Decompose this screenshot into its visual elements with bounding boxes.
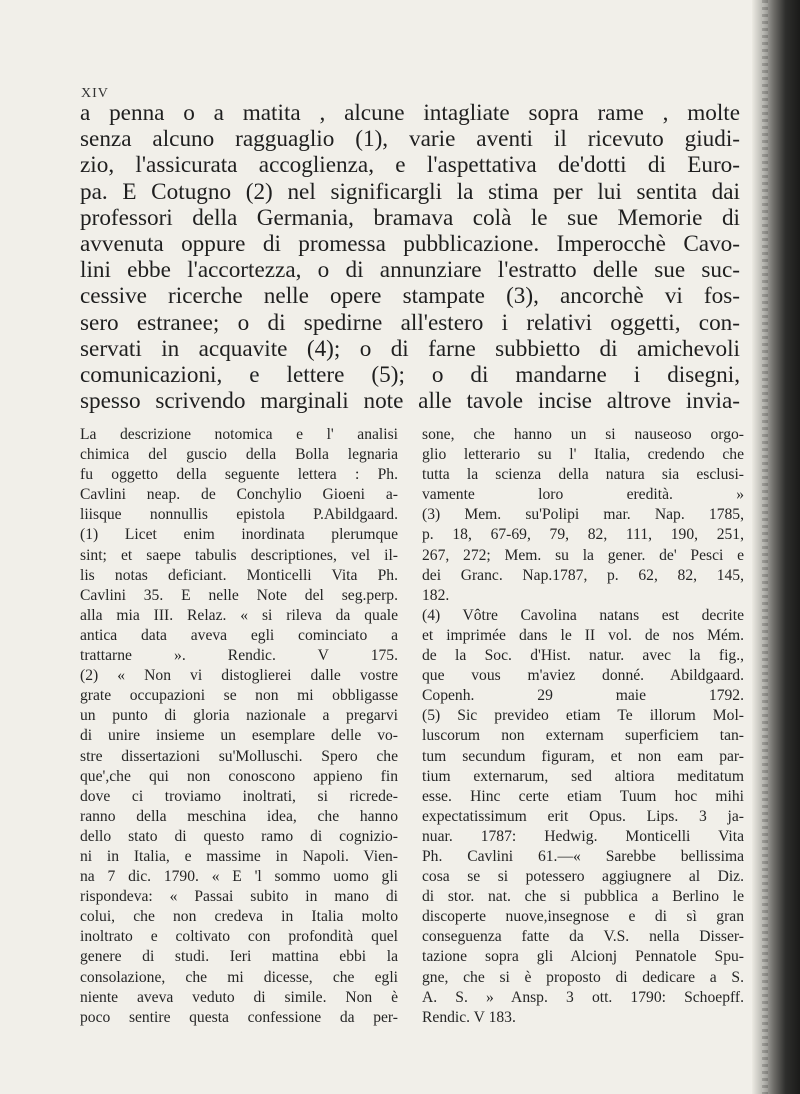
footnote-line: chimica del guscio della Bolla legnaria [80, 446, 398, 464]
footnote-line: na 7 dic. 1790. « E 'l sommo uomo gli [80, 868, 398, 886]
footnote-line: cosa se si potessero aggiugnere al Diz. [422, 868, 744, 886]
footnote-line: ranno della meschina idea, che hanno [80, 807, 398, 825]
footnote-line: que',che qui non conoscono appieno fin [80, 767, 398, 785]
footnote-line: vamente loro eredità. » [422, 486, 744, 504]
body-line: professori della Germania, bramava colà le sue Memorie di [80, 204, 740, 231]
footnote-line: ni in Italia, e massime in Napoli. Vien- [80, 847, 398, 865]
page-number: XIV [81, 86, 109, 101]
footnote-line: colui, che non credeva in Italia molto [80, 908, 398, 926]
footnote-line: Cavlini neap. de Conchylio Gioeni a- [80, 486, 398, 504]
footnote-line: discoperte nuove,insegnose e di sì gran [422, 908, 744, 926]
footnote-line: 267, 272; Mem. su la gener. de' Pesci e [422, 546, 744, 564]
footnote-line: glio letterario su l' Italia, credendo che [422, 446, 744, 464]
footnote-line: di stor. nat. che si pubblica a Berlino le [422, 888, 744, 906]
footnote-line: consolazione, che mi dicesse, che egli [80, 968, 398, 986]
footnote-line: de la Soc. d'Hist. natur. avec la fig., [422, 647, 744, 665]
footnote-line: inoltrato e coltivato con profondità quel [80, 928, 398, 946]
footnote-line: que vous m'aviez donné. Abildgaard. [422, 667, 744, 685]
footnote-line: liisque nonnullis epistola P.Abildgaard. [80, 506, 398, 524]
footnote-line: gne, che si è proposto di dedicare a S. [422, 968, 744, 986]
footnote-line: alla mia III. Relaz. « si rileva da quale [80, 606, 398, 624]
footnote-line: trattarne ». Rendic. V 175. [80, 647, 398, 665]
body-line: servati in acquavite (4); o di farne subbietto di amichevoli [80, 335, 740, 362]
main-body-text [80, 100, 740, 414]
footnote-line: lis notas deficiant. Monticelli Vita Ph. [80, 566, 398, 584]
footnote-line: expectatissimum erit Opus. Lips. 3 ja- [422, 807, 744, 825]
footnote-line: La descrizione notomica e l' analisi [80, 426, 398, 443]
footnote-line: genere di studi. Ieri mattina ebbi la [80, 948, 398, 966]
footnote-line: nuar. 1787: Hedwig. Monticelli Vita [422, 827, 744, 845]
body-line: pa. E Cotugno (2) nel significargli la stima per lui sentita dai [80, 178, 740, 205]
footnote-line: conseguenza fatte da V.S. nella Disser- [422, 928, 744, 946]
footnote-line: poco sentire questa confessione da per- [80, 1008, 398, 1026]
body-line: lini ebbe l'accortezza, o di annunziare l'estratto delle sue suc- [80, 257, 740, 284]
body-line: senza alcuno ragguaglio (1), varie aventi il ricevuto giudi- [80, 126, 740, 153]
footnote-line: grate occupazioni se non mi obbligasse [80, 687, 398, 705]
body-line: avvenuta oppure di promessa pubblicazione. Imperocchè Cavo- [80, 231, 740, 258]
footnote-line: di unire insieme un esemplare delle vo- [80, 727, 398, 745]
footnote-line: Ph. Cavlini 61.—« Sarebbe bellissima [422, 847, 744, 865]
footnote-line: esse. Hinc certe etiam Tuum hoc mihi [422, 787, 744, 805]
footnote-line: rispondeva: « Passai subito in mano di [80, 888, 398, 906]
footnote-line: (2) « Non vi distoglierei dalle vostre [80, 667, 398, 685]
footnote-line: (4) Vôtre Cavolina natans est decrite [422, 606, 744, 624]
footnote-line: tium externarum, sed altiora meditatum [422, 767, 744, 785]
footnote-line: fu oggetto della seguente lettera : Ph. [80, 466, 398, 484]
footnote-line: Rendic. V 183. [422, 1008, 516, 1026]
body-line: a penna o a matita , alcune intagliate sopra rame , molte [80, 100, 740, 126]
body-line: comunicazioni, e lettere (5); o di mandarne i disegni, [80, 362, 740, 389]
footnote-line: dei Granc. Nap.1787, p. 62, 82, 145, [422, 566, 744, 584]
footnote-line: dello stato di questo ramo di cognizio- [80, 827, 398, 845]
footnote-line: luscorum non externam superficiem tan- [422, 727, 744, 745]
body-line: sero estranee; o di spedirne all'estero i relativi oggetti, con- [80, 309, 740, 336]
footnotes-right-column [422, 425, 744, 1028]
footnote-line: 182. [422, 586, 450, 604]
footnotes-left-column [80, 425, 398, 1028]
body-line: spesso scrivendo marginali note alle tavole incise altrove invia- [80, 388, 740, 415]
footnote-line: stre dissertazioni su'Molluschi. Spero che [80, 747, 398, 765]
footnote-line: antica data aveva egli cominciato a [80, 626, 398, 644]
footnote-line: et imprimée dans le II vol. de nos Mém. [422, 626, 744, 644]
footnote-line: tum secundum figuram, et non eam par- [422, 747, 744, 765]
footnote-line: niente aveva veduto di simile. Non è [80, 988, 398, 1006]
footnote-line: (3) Mem. su'Polipi mar. Nap. 1785, [422, 506, 744, 524]
footnote-line: sone, che hanno un si nauseoso orgo- [422, 426, 744, 443]
footnote-line: A. S. » Ansp. 3 ott. 1790: Schoepff. [422, 988, 744, 1006]
footnote-line: un punto di gloria nazionale a pregarvi [80, 707, 398, 725]
body-line: zio, l'assicurata accoglienza, e l'aspettativa de'dotti di Euro- [80, 152, 740, 179]
body-line: cessive ricerche nelle opere stampate (3), ancorchè vi fos- [80, 283, 740, 310]
footnote-line: Copenh. 29 maie 1792. [422, 687, 744, 705]
footnote-line: Cavlini 35. E nelle Note del seg.perp. [80, 586, 398, 604]
footnote-line: sint; et saepe tabulis descriptiones, vel il- [80, 546, 398, 564]
footnote-line: tazione sopra gli Alcionj Pennatole Spu- [422, 948, 744, 966]
footnote-line: p. 18, 67-69, 79, 82, 111, 190, 251, [422, 526, 744, 544]
footnote-line: tutta la scienza della natura sia esclusi- [422, 466, 744, 484]
footnote-line: (5) Sic previdео etiam Te illorum Mol- [422, 707, 744, 725]
footnote-line: dove ci troviamo inoltrati, si ricrede- [80, 787, 398, 805]
book-spine-shadow [752, 0, 800, 1094]
footnote-line: (1) Licet enim inordinata plerumque [80, 526, 398, 544]
